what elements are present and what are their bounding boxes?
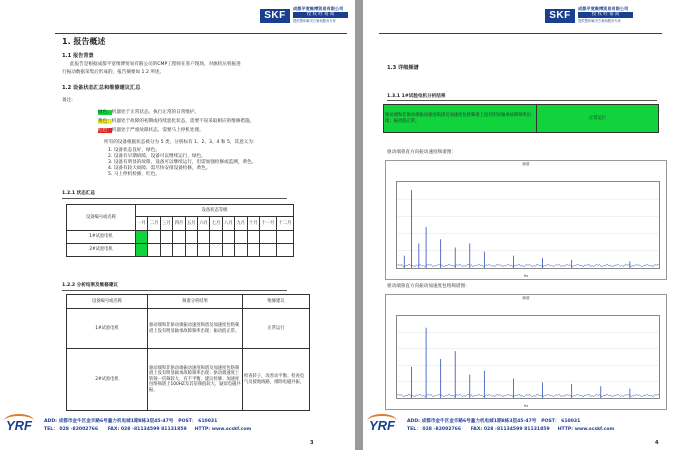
analysis-advice: 正常运行 [243, 309, 310, 349]
table-row [67, 244, 294, 257]
section-1-1-heading: 1.1 报告背景 [62, 53, 94, 59]
page-number: 4 [655, 440, 659, 446]
chart1-x-label: Hz [523, 274, 529, 278]
fault-level-1: 1. 设备状态良好，绿色。 [108, 148, 160, 153]
header-slogan: 提供整体解决方案和服务专家 [293, 19, 336, 24]
section-1-3-heading: 1.3 详细频谱 [387, 65, 419, 71]
month-7: 七月 [210, 217, 222, 231]
analysis-result: 驱动端和非驱动端振动速度频谱及加速度包络频谱上没有明显轴承故障频率出现；振动值正常。 [148, 309, 243, 349]
analysis-col-advice: 维修建议 [243, 295, 310, 309]
yrf-logo: YRF [369, 418, 395, 433]
section-1-3-1-heading: 1.3.1 1#试验电机分析结果 [387, 94, 446, 99]
chart2-plot-area [396, 315, 660, 399]
header-company-name: 成都平宽维博贸易有限公司 [293, 6, 344, 11]
footer-contact: ADD: 成都市金牛区金丰路6号量力机电城1期8栋3层45-47号 POST： 610031 TEL： 028 -82002766 FAX: 028 -81134599 81131859 HTTP: www.scskf.com [407, 419, 615, 432]
month-3: 三月 [160, 217, 172, 231]
legend-yellow-swatch: 黄色： [98, 119, 112, 124]
page-4 [363, 0, 700, 450]
analysis-result: 驱动端和非驱动端振动速度频谱及加速度包络频谱上没有明显轴承故障频率出现；驱动端速度上转频一倍频较大，有不平衡，建议检修；加速度包络频谱上100HZ及其倍频值较大，疑似电磁共振。 [148, 349, 243, 411]
legend-red-text: 机器处于严重故障状态，需要马上停机处理。 [111, 128, 204, 133]
status-cell-green [136, 244, 148, 257]
legend-red-swatch: 红色： [98, 128, 112, 133]
section-rule [387, 100, 657, 101]
section-1-2-1-heading: 1.2.1 状态汇总 [62, 191, 96, 196]
status-col-device: 设备编号或名称 [67, 205, 136, 231]
month-1: 一月 [136, 217, 148, 231]
footer [0, 410, 355, 450]
legend-green [98, 110, 199, 116]
status-col-level: 设备状态等级 [136, 205, 294, 217]
header-authorized-dealer: 授 权 经 销 商 [578, 12, 633, 18]
note-label: 备注: [62, 98, 73, 103]
skf-logo: SKF [545, 9, 575, 23]
month-6: 六月 [197, 217, 209, 231]
section-1-2-heading: 1.2 设备状态汇总和维修建议汇总 [62, 85, 141, 91]
chart1-svg [397, 182, 659, 268]
header-rule [379, 33, 662, 34]
chart2-title: 频谱 [522, 296, 530, 300]
chart2-x-label: Hz [523, 404, 529, 408]
chart1-caption: 驱动端垂直方向振动速度频谱图： [387, 150, 456, 155]
summary-result: 驱动端和非驱动端振动速度频谱及加速度包络频谱上没有明显轴承故障频率出现；振动值正常。 [384, 105, 537, 133]
chart1-title: 频谱 [522, 162, 530, 166]
analysis-advice: 检查转子，改善动平衡；检查电气及接地线路，排除电磁共振。 [243, 349, 310, 411]
legend-yellow-text: 机器处于故障的初期或持续恶化状态，需要不误采取相应的维修措施。 [111, 119, 255, 124]
page-title: 1. 报告概述 [62, 37, 106, 46]
status-cell-green [136, 231, 148, 244]
fault-level-2: 2. 设备有早期故障，设备可以继续运行，绿色。 [108, 154, 206, 159]
table-row [67, 309, 310, 349]
fault-intro: 所有的设备根据状态被分为 5 类，分别标有 1、2、3、4 和 5，其意义为： [104, 140, 258, 145]
table-row [67, 231, 294, 244]
page-number: 3 [310, 440, 314, 446]
legend-red [98, 128, 204, 134]
envelope-spectrum-chart [385, 294, 667, 410]
month-12: 十二月 [276, 217, 293, 231]
chart1-plot-area [396, 181, 660, 269]
background-text-line1: 此报告是根据成都平宽维博贸易有限公司的CMP工程师在客户现场，对旗机压机振进 [70, 62, 241, 67]
legend-green-swatch: 绿色： [98, 110, 112, 115]
velocity-spectrum-chart [385, 160, 667, 280]
header-company-box [578, 7, 633, 31]
fault-level-4: 4. 设备有较大故障，需尽快安排设备检修，黄色。 [108, 166, 211, 171]
section-rule [62, 290, 287, 291]
month-10: 十月 [247, 217, 259, 231]
summary-advice: 正常运行 [537, 105, 659, 133]
month-11: 十一月 [259, 217, 276, 231]
month-4: 四月 [173, 217, 185, 231]
header-rule [55, 33, 347, 34]
month-5: 五月 [185, 217, 197, 231]
yrf-logo: YRF [6, 418, 32, 433]
header-company-box [293, 7, 348, 31]
fault-level-3: 3. 设备有明显的故障，设备可以继续运行，但需加强检修或监测，黄色。 [108, 160, 257, 165]
month-9: 九月 [235, 217, 247, 231]
header-company-name: 成都平宽维博贸易有限公司 [578, 6, 629, 11]
header-authorized-dealer: 授 权 经 销 商 [293, 12, 348, 18]
analysis-col-device: 设备编号或名称 [67, 295, 148, 309]
summary-table [383, 104, 659, 133]
analysis-table [66, 294, 310, 411]
legend-yellow [98, 119, 254, 125]
spectrum-baseline [397, 264, 659, 267]
device-name: 2#试验电机 [67, 244, 136, 257]
status-table [66, 204, 294, 257]
skf-logo: SKF [260, 9, 290, 23]
device-name: 1#试验电机 [67, 309, 148, 349]
analysis-col-result: 频谱分析结果 [148, 295, 243, 309]
footer-contact: ADD: 成都市金牛区金丰路6号量力机电城1期8栋3层45-47号 POST： 610031 TEL： 028 -82002766 FAX: 028 -81134599 81131859 HTTP: www.scskf.com [44, 419, 252, 432]
chart2-svg [397, 316, 659, 398]
month-2: 二月 [148, 217, 160, 231]
device-name: 2#试验电机 [67, 349, 148, 411]
month-8: 八月 [222, 217, 234, 231]
section-rule [62, 198, 287, 199]
table-row [384, 105, 659, 133]
section-1-2-2-heading: 1.2.2 分析结果及维修建议 [62, 283, 119, 288]
footer [363, 410, 700, 450]
background-text-line2: 行振动数据采集后形成的，报告摘要如 1.2 所述。 [62, 70, 165, 75]
legend-green-text: 机器处于正常状态，执行正常的日常维护。 [111, 110, 200, 115]
fault-level-5: 5. 马上停机检修，红色。 [108, 172, 160, 177]
device-name: 1#试验电机 [67, 231, 136, 244]
chart2-caption: 驱动端垂直方向振动加速度包络频谱图： [387, 284, 470, 289]
table-row [67, 349, 310, 411]
spectrum-baseline [397, 394, 659, 397]
header-slogan: 提供整体解决方案和服务专家 [578, 19, 621, 24]
